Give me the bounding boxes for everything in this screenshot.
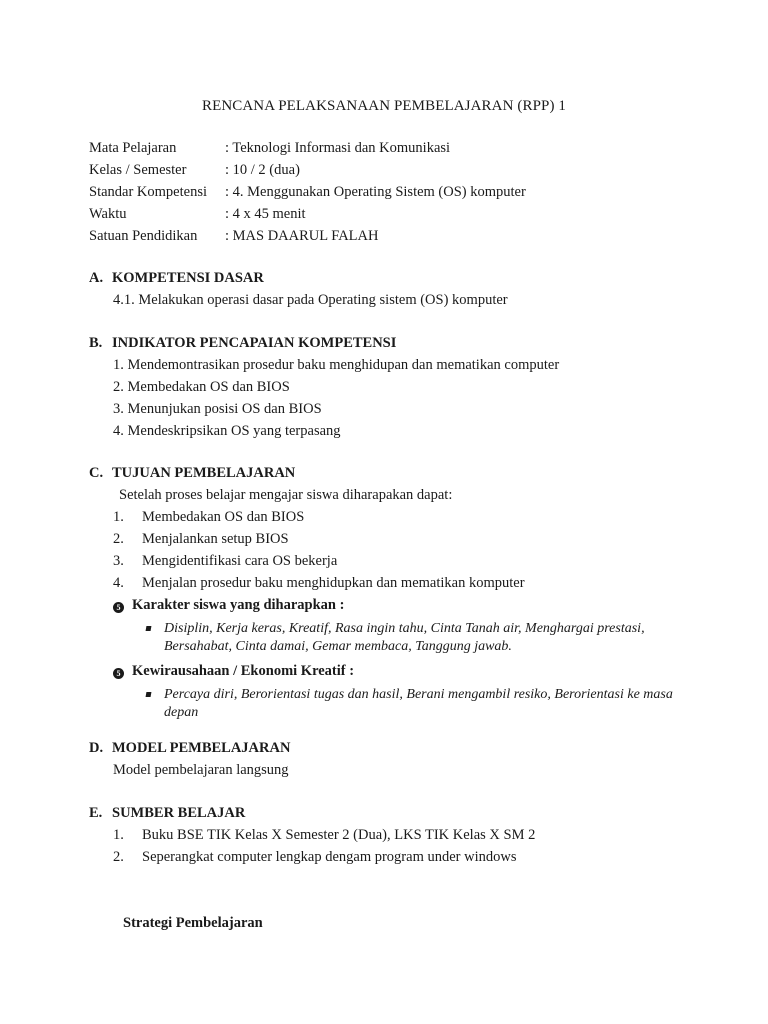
list-item — [89, 528, 709, 550]
list-item: 2. Membedakan OS dan BIOS — [113, 379, 290, 395]
section-intro: Setelah proses belajar mengajar siswa diharapakan dapat: — [119, 487, 453, 503]
section-tujuan — [89, 462, 709, 722]
circled-number-icon: 5 — [113, 668, 124, 679]
section-letter: A. — [89, 270, 104, 286]
list-number: 1. — [113, 509, 124, 525]
section-title: KOMPETENSI DASAR — [112, 270, 264, 286]
section-indikator — [89, 332, 709, 442]
info-label: Satuan Pendidikan — [89, 228, 198, 244]
list-item — [89, 550, 709, 572]
section-text: Model pembelajaran langsung — [113, 762, 289, 778]
list-text: Menjalan prosedur baku menghidupkan dan mematikan komputer — [142, 575, 525, 591]
info-row — [89, 225, 526, 247]
section-letter: D. — [89, 740, 104, 756]
section-heading — [89, 462, 709, 484]
section-title: TUJUAN PEMBELAJARAN — [112, 465, 296, 481]
list-item — [89, 506, 709, 528]
section-letter: C. — [89, 465, 104, 481]
list-item: 1. Mendemontrasikan prosedur baku menghidupan dan mematikan computer — [113, 357, 560, 373]
list-number: 3. — [113, 553, 124, 569]
kewirausahaan-text: Percaya diri, Berorientasi tugas dan hasil, Berani mengambil resiko, Berorientasi ke masa depan — [164, 687, 673, 720]
section-letter: B. — [89, 335, 103, 351]
list-text: Buku BSE TIK Kelas X Semester 2 (Dua), LKS TIK Kelas X SM 2 — [142, 827, 536, 843]
list-item — [89, 824, 709, 846]
section-heading — [89, 332, 709, 354]
list-item: 4. Mendeskripsikan OS yang terpasang — [113, 423, 341, 439]
list-number: 4. — [113, 575, 124, 591]
karakter-item — [89, 620, 709, 656]
square-bullet-icon — [146, 626, 152, 631]
section-letter: E. — [89, 805, 103, 821]
info-label: Kelas / Semester — [89, 162, 187, 178]
info-value: : MAS DAARUL FALAH — [225, 228, 379, 244]
list-text: Mengidentifikasi cara OS bekerja — [142, 553, 338, 569]
section-kompetensi-dasar — [89, 267, 709, 311]
section-heading — [89, 737, 709, 759]
section-heading — [89, 802, 709, 824]
kewirausahaan-item — [89, 686, 709, 722]
document-title: RENCANA PELAKSANAAN PEMBELAJARAN (RPP) 1 — [201, 98, 567, 114]
info-row — [89, 181, 526, 203]
info-row — [89, 137, 526, 159]
list-number: 1. — [113, 827, 124, 843]
info-value: : 4 x 45 menit — [225, 206, 306, 222]
section-title: MODEL PEMBELAJARAN — [112, 740, 291, 756]
karakter-text: Disiplin, Kerja keras, Kreatif, Rasa ingin tahu, Cinta Tanah air, Menghargai prestasi, Bersahabat, Cinta damai, Gemar membaca, Tanggung jawab. — [164, 621, 645, 654]
info-row — [89, 159, 526, 181]
info-value: : 10 / 2 (dua) — [225, 162, 300, 178]
square-bullet-icon — [146, 692, 152, 697]
section-sumber — [89, 802, 709, 868]
info-block — [89, 137, 526, 247]
karakter-heading-text: Karakter siswa yang diharapkan : — [132, 597, 345, 613]
info-value: : 4. Menggunakan Operating Sistem (OS) komputer — [225, 184, 526, 200]
list-text: Seperangkat computer lengkap dengam program under windows — [142, 849, 517, 865]
section-title: SUMBER BELAJAR — [112, 805, 246, 821]
section-title: INDIKATOR PENCAPAIAN KOMPETENSI — [112, 335, 397, 351]
info-label: Standar Kompetensi — [89, 184, 207, 200]
section-heading — [89, 267, 709, 289]
list-text: Menjalankan setup BIOS — [142, 531, 289, 547]
list-text: Membedakan OS dan BIOS — [142, 509, 305, 525]
info-row — [89, 203, 526, 225]
list-item — [89, 846, 709, 868]
list-item — [89, 572, 709, 594]
info-label: Mata Pelajaran — [89, 140, 177, 156]
info-value: : Teknologi Informasi dan Komunikasi — [225, 140, 451, 156]
section-text: 4.1. Melakukan operasi dasar pada Operating sistem (OS) komputer — [113, 292, 508, 308]
kewirausahaan-heading-text: Kewirausahaan / Ekonomi Kreatif : — [132, 663, 355, 679]
kewirausahaan-heading — [89, 660, 709, 682]
list-item: 3. Menunjukan posisi OS dan BIOS — [113, 401, 322, 417]
info-label: Waktu — [89, 206, 127, 222]
section-model — [89, 737, 709, 781]
karakter-heading — [89, 594, 709, 616]
list-number: 2. — [113, 849, 124, 865]
list-number: 2. — [113, 531, 124, 547]
circled-number-icon: 5 — [113, 602, 124, 613]
strategi-heading: Strategi Pembelajaran — [123, 915, 263, 931]
